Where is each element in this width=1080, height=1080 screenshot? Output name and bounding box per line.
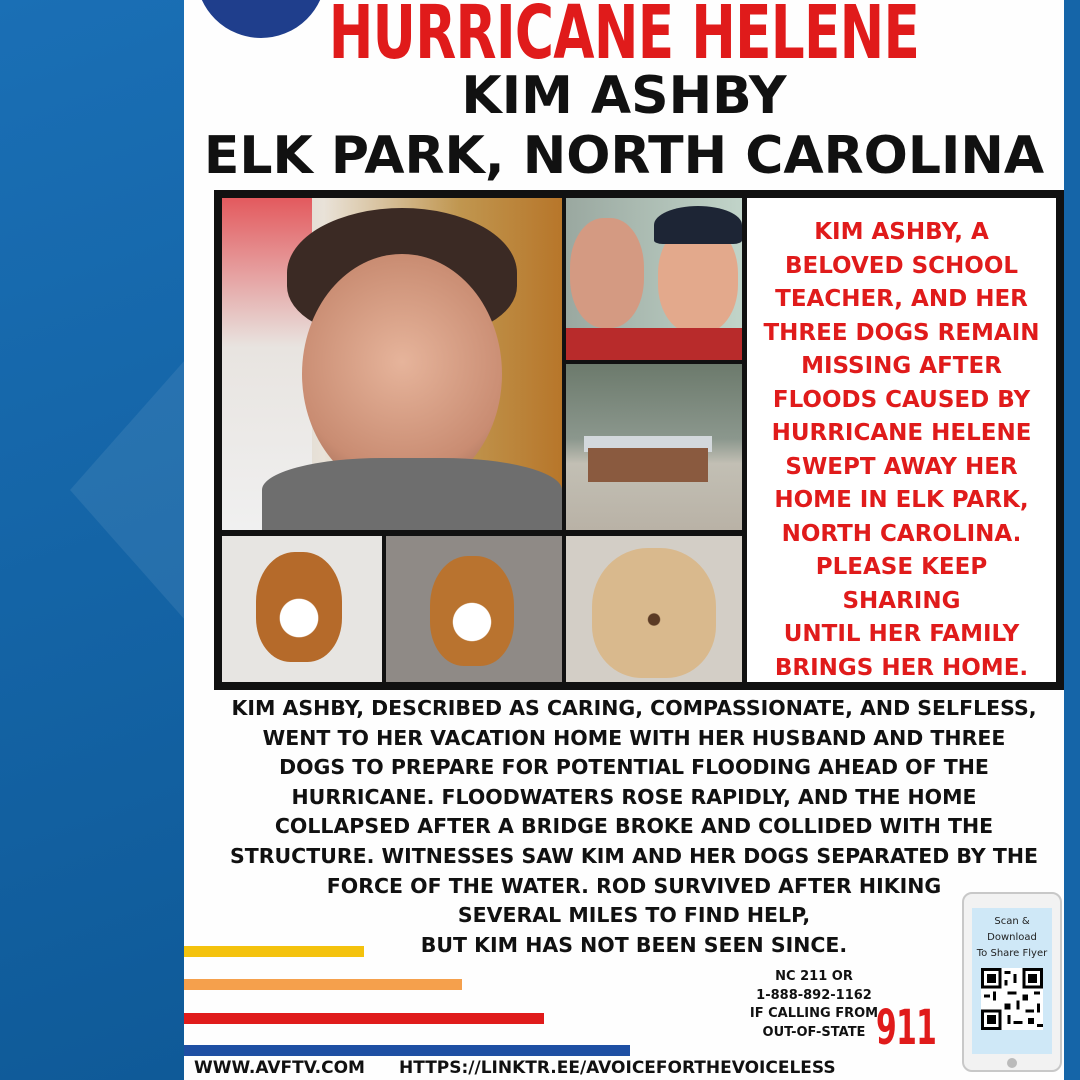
phone-qr-icon [962,892,1062,1072]
photo-collage [214,190,1064,690]
footer-linktree-link[interactable]: HTTPS://LINKTR.EE/AVOICEFORTHEVOICELESS [399,1058,836,1078]
flyer-headline: HURRICANE HELENE [328,0,920,76]
flooded-house-photo [566,364,742,530]
background-right-edge [1064,0,1080,1080]
phone-home-button [1007,1058,1017,1068]
story-text [753,216,1050,685]
story-line: MISSING AFTER [801,353,1002,379]
beagle-photo-1 [222,536,382,682]
contact-line: NC 211 OR [775,969,853,984]
story-line: HOME IN ELK PARK, [774,487,1029,513]
description-line: DOGS TO PREPARE FOR POTENTIAL FLOODING AHEAD OF THE [279,755,989,780]
decorative-bar-yellow [184,946,364,957]
story-line: KIM ASHBY, A [814,219,989,245]
beagle-photo-2 [386,536,562,682]
story-line: FLOODS CAUSED BY [772,386,1031,413]
footer-website-link[interactable]: WWW.AVFTV.COM [194,1058,365,1078]
decorative-bar-orange [184,979,462,990]
decorative-bar-red [184,1013,544,1024]
qr-caption-line: Download [987,932,1037,943]
background-chevron [70,360,185,620]
description-line: STRUCTURE. WITNESSES SAW KIM AND HER DOGS SEPARATED BY THE [229,843,1038,868]
qr-caption [972,914,1052,962]
phone-screen [972,908,1052,1054]
story-line: BELOVED SCHOOL [784,252,1019,279]
description-line: FORCE OF THE WATER. ROD SURVIVED AFTER HIKING [326,873,942,898]
description-line: BUT KIM HAS NOT BEEN SEEN SINCE. [420,932,848,957]
qr-caption-line: To Share Flyer [976,948,1048,959]
emergency-number[interactable]: 911 [876,1000,937,1056]
description-line: SEVERAL MILES TO FIND HELP, [457,903,811,928]
description-text [204,694,1064,960]
person-name: KIM ASHBY [461,66,787,126]
contact-line: OUT-OF-STATE [762,1024,866,1040]
couple-photo [566,198,742,360]
portrait-photo [222,198,562,530]
terrier-photo [566,536,742,682]
description-line: HURRICANE. FLOODWATERS ROSE RAPIDLY, AND THE HOME [291,784,977,809]
story-line: BRINGS HER HOME. [774,654,1029,681]
description-line: COLLAPSED AFTER A BRIDGE BROKE AND COLLIDED WITH THE [274,814,994,839]
story-line: NORTH CAROLINA. [781,520,1022,547]
missing-person-flyer [184,0,1064,1080]
story-line: PLEASE KEEP SHARING [815,554,988,614]
story-line: TEACHER, AND HER [775,286,1028,312]
person-location: ELK PARK, NORTH CAROLINA [203,126,1045,186]
qr-caption-line: Scan & [994,916,1030,927]
story-line: THREE DOGS REMAIN [763,319,1040,346]
description-line: WENT TO HER VACATION HOME WITH HER HUSBAND AND THREE [262,725,1006,750]
story-line: UNTIL HER FAMILY [783,621,1020,647]
story-line: SWEPT AWAY HER [785,453,1018,480]
qr-code[interactable] [981,968,1043,1030]
story-line: HURRICANE HELENE [771,420,1032,446]
contact-line: IF CALLING FROM [749,1006,879,1021]
description-line: KIM ASHBY, DESCRIBED AS CARING, COMPASSIONATE, AND SELFLESS, [231,696,1037,720]
decorative-bar-blue [184,1045,630,1056]
contact-phone[interactable]: 1-888-892-1162 [756,987,872,1003]
story-panel [747,198,1056,682]
